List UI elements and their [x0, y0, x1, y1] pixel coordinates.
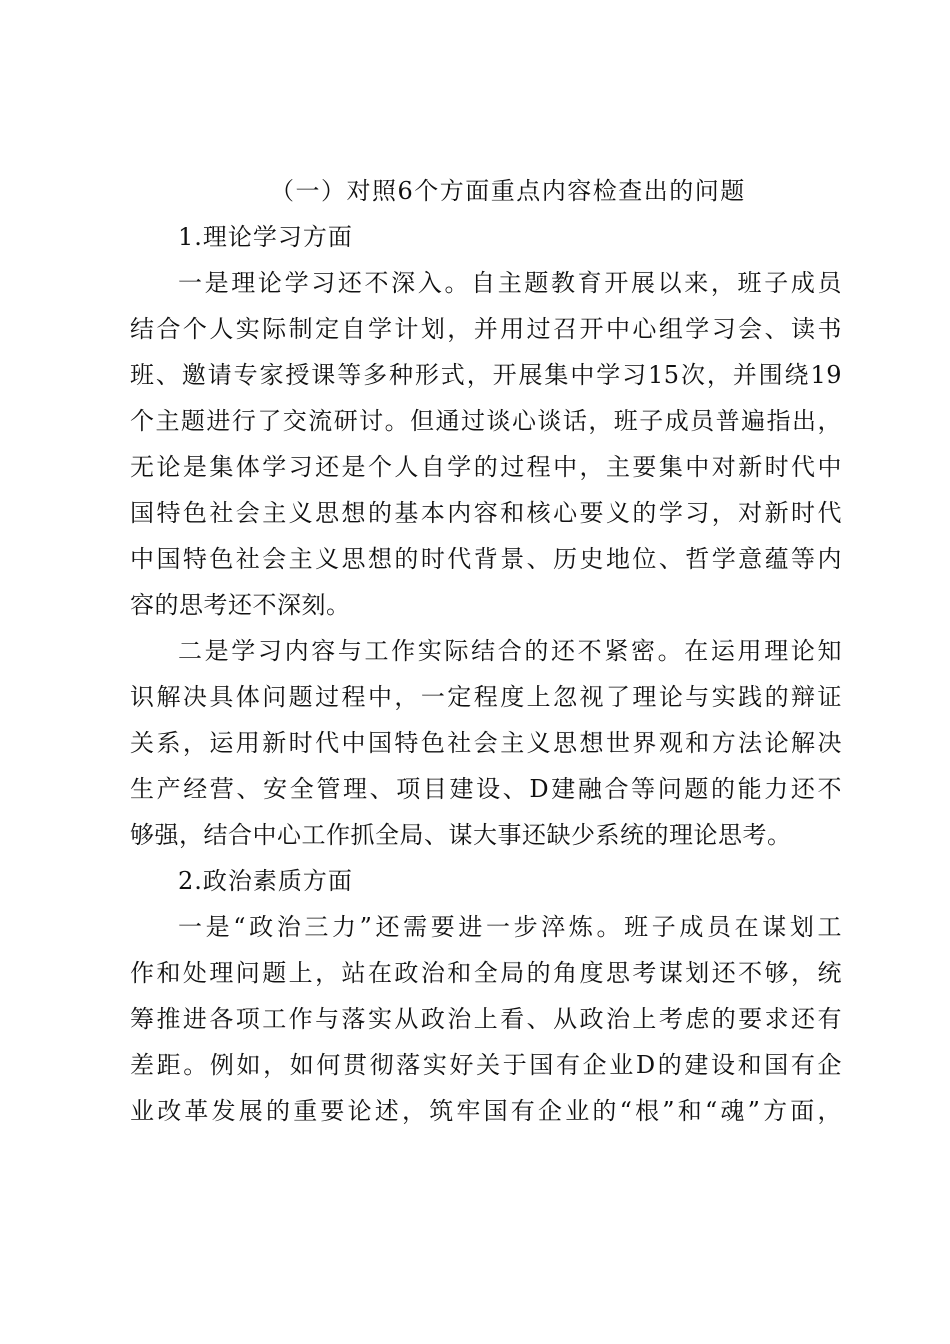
subsection-title-theory-study: 1.理论学习方面: [178, 223, 353, 251]
paragraph-theory-study-1: [130, 260, 842, 628]
text-line: 生产经营、安全管理、项目建设、D建融合等问题的能力还不: [130, 775, 842, 803]
document-body: [130, 168, 842, 1134]
text-line: 关系，运用新时代中国特色社会主义思想世界观和方法论解决: [130, 729, 842, 757]
subsection-title-political-quality: 2.政治素质方面: [178, 867, 353, 895]
text-line: 一是理论学习还不深入。自主题教育开展以来，班子成员: [178, 269, 842, 297]
text-line: 作和处理问题上，站在政治和全局的角度思考谋划还不够，统: [130, 959, 842, 987]
text-line: 中国特色社会主义思想的时代背景、历史地位、哲学意蕴等内: [130, 545, 842, 573]
text-line: 识解决具体问题过程中，一定程度上忽视了理论与实践的辩证: [130, 683, 842, 711]
text-line: 班、邀请专家授课等多种形式，开展集中学习15次，并围绕19: [130, 361, 842, 389]
text-line: 一是“政治三力”还需要进一步淬炼。班子成员在谋划工: [178, 913, 842, 941]
paragraph-theory-study-2: [130, 628, 842, 858]
text-line: 二是学习内容与工作实际结合的还不紧密。在运用理论知: [178, 637, 842, 665]
text-line: 够强，结合中心工作抓全局、谋大事还缺少系统的理论思考。: [130, 821, 792, 849]
text-line: 容的思考还不深刻。: [130, 591, 351, 619]
paragraph-political-quality-1: [130, 904, 842, 1134]
text-line: 个主题进行了交流研讨。但通过谈心谈话，班子成员普遍指出，: [130, 407, 842, 435]
text-line: 无论是集体学习还是个人自学的过程中，主要集中对新时代中: [130, 453, 842, 481]
text-line: 国特色社会主义思想的基本内容和核心要义的学习，对新时代: [130, 499, 842, 527]
section-heading: （一）对照6个方面重点内容检查出的问题: [270, 177, 746, 205]
text-line: 结合个人实际制定自学计划，并用过召开中心组学习会、读书: [130, 315, 842, 343]
text-line: 业改革发展的重要论述，筑牢国有企业的“根”和“魂”方面，: [130, 1097, 842, 1125]
text-line: 差距。例如，如何贯彻落实好关于国有企业D的建设和国有企: [130, 1051, 842, 1079]
text-line: 筹推进各项工作与落实从政治上看、从政治上考虑的要求还有: [130, 1005, 842, 1033]
